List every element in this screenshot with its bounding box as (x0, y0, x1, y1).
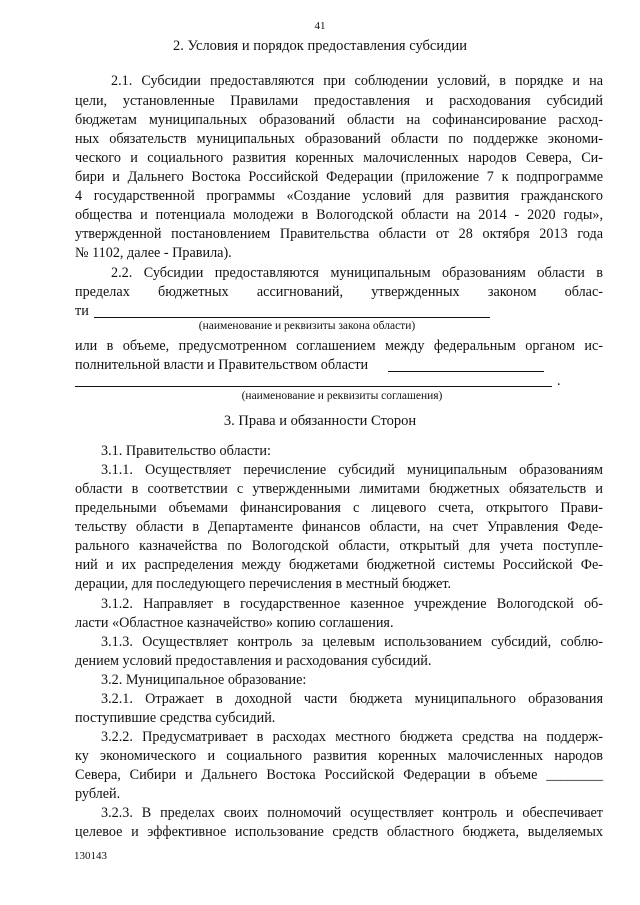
text-line: 2.1. Субсидии предоставляются при соблюдении условий, в порядке и на (111, 73, 603, 89)
agreement-blank-line-1 (388, 371, 544, 372)
text-line: или в объеме, предусмотренном соглашением между федеральным органом ис- (75, 338, 603, 354)
text-line: тельству области в Департаменте финансов области, на счет Управления Феде- (75, 519, 603, 535)
law-name-blank-line (94, 317, 490, 318)
text-line: дением условий предоставления и расходования субсидий. (75, 653, 432, 669)
section-2-heading: 2. Условия и порядок предоставления субсидии (172, 38, 467, 54)
text-line: Севера, Сибири и Дальнего Востока Российской Федерации в объеме ________ (75, 767, 603, 783)
text-line: ку экономического и социального развития коренных малочисленных народов (75, 748, 603, 764)
text-line: 3.2. Муниципальное образование: (101, 672, 307, 688)
text-line: общества и потенциала молодежи в Вологодской области на 2014 - 2020 годы», (75, 207, 603, 223)
text-line: 2.2. Субсидии предоставляются муниципальным образованиям области в (111, 265, 603, 281)
text-line: утвержденной постановлением Правительства области от 28 октября 2013 года (75, 226, 603, 242)
text-line: рального казначейства по Вологодской области, открытый для учета поступле- (75, 538, 603, 554)
document-code: 130143 (74, 850, 107, 862)
text-line: № 1102, далее - Правила). (75, 245, 232, 261)
text-line: 3.1.3. Осуществляет контроль за целевым использованием субсидий, соблю- (101, 634, 603, 650)
text-line: ти (75, 303, 89, 319)
text-line: 3.1. Правительство области: (101, 443, 271, 459)
text-line: 3.2.3. В пределах своих полномочий осуществляет контроль и обеспечивает (101, 805, 603, 821)
page-number: 41 (314, 20, 326, 32)
text-line: предельными объемами финансирования с лицевого счета, открытого Прави- (75, 500, 603, 516)
text-line: ний и их распределения между бюджетами бюджетной системы Российской Фе- (75, 557, 603, 573)
law-name-caption: (наименование и реквизиты закона области) (198, 320, 416, 332)
text-line: ных обязательств муниципальных образований области по поддержке экономи- (75, 131, 603, 147)
text-line: 3.2.2. Предусматривает в расходах местного бюджета средства на поддерж- (101, 729, 603, 745)
text-line: целевое и эффективное использование средств областного бюджета, выделяемых (75, 824, 603, 840)
text-line: 3.2.1. Отражает в доходной части бюджета муниципального образования (101, 691, 603, 707)
text-line: 3.1.1. Осуществляет перечисление субсидий муниципальным образованиям (101, 462, 603, 478)
text-line: рублей. (75, 786, 121, 802)
text-line: дерации, для последующего перечисления в местный бюджет. (75, 576, 452, 592)
agreement-caption: (наименование и реквизиты соглашения) (241, 390, 443, 402)
agreement-blank-line-2 (75, 386, 552, 387)
text-line: поступившие средства субсидий. (75, 710, 276, 726)
text-line: полнительной власти и Правительством области (75, 357, 369, 373)
period-mark: . (557, 373, 561, 389)
text-line: 4 государственной программы «Создание условий для развития гражданского (75, 188, 603, 204)
text-line: ческого и социального развития коренных малочисленных народов Севера, Си- (75, 150, 603, 166)
text-line: области в соответствии с утвержденными лимитами бюджетных обязательств и (75, 481, 603, 497)
text-line: ласти «Областное казначейство» копию соглашения. (75, 615, 394, 631)
text-line: бири и Дальнего Востока Российской Федерации (приложение 7 к подпрограмме (75, 169, 603, 185)
text-line: 3.1.2. Направляет в государственное казенное учреждение Вологодской об- (101, 596, 603, 612)
text-line: пределах бюджетных ассигнований, утвержденных законом облас- (75, 284, 603, 300)
text-line: бюджетам муниципальных образований области на софинансирование расход- (75, 112, 603, 128)
text-line: цели, установленные Правилами предоставления и расходования субсидий (75, 93, 603, 109)
section-3-heading: 3. Права и обязанности Сторон (223, 413, 417, 429)
